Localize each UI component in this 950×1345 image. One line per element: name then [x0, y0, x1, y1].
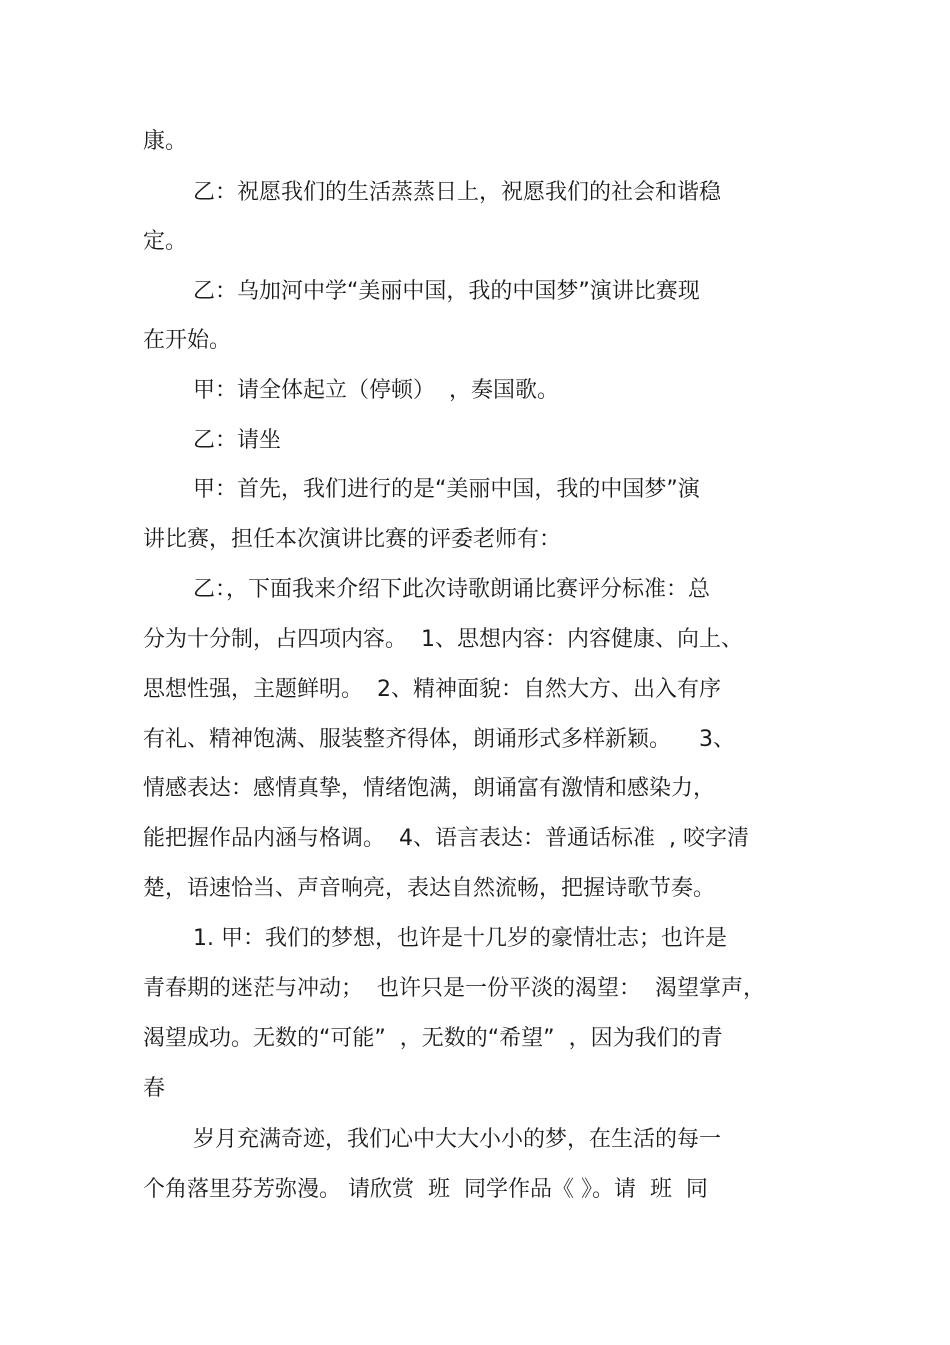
text-line: 青春期的迷茫与冲动； 也许只是一份平淡的渴望： 渴望掌声，: [143, 976, 765, 1001]
text-line: 甲：首先，我们进行的是“美丽中国，我的中国梦”演: [193, 477, 700, 502]
text-line: 有礼、精神饱满、服装整齐得体，朗诵形式多样新颖。 3、: [143, 727, 735, 752]
text-line: 分为十分制，占四项内容。 1、思想内容：内容健康、向上、: [143, 627, 743, 652]
text-line: 个角落里芬芳弥漫。 请欣赏 班 同学作品《 》。请 班 同: [143, 1177, 708, 1202]
text-line: 康。: [143, 129, 188, 154]
text-line: 定。: [143, 229, 188, 254]
text-line: 乙：乌加河中学“美丽中国，我的中国梦”演讲比赛现: [193, 279, 700, 304]
text-line: 能把握作品内涵与格调。 4、语言表达：普通话标准 , 咬字清: [143, 826, 749, 851]
text-line: 春: [143, 1076, 166, 1101]
text-line: 楚，语速恰当、声音响亮，表达自然流畅，把握诗歌节奏。: [143, 876, 716, 901]
text-line: 渴望成功。无数的“可能” ，无数的“希望” ，因为我们的青: [143, 1026, 723, 1051]
text-line: 思想性强，主题鲜明。 2、精神面貌：自然大方、出入有序: [143, 677, 721, 702]
text-line: 甲：请全体起立（停顿） ，奏国歌。: [193, 378, 559, 403]
text-line: 讲比赛，担任本次演讲比赛的评委老师有：: [143, 527, 562, 552]
text-line: 乙：，下面我来介绍下此次诗歌朗诵比赛评分标准：总: [193, 577, 711, 602]
text-line: 情感表达：感情真挚，情绪饱满，朗诵富有激情和感染力，: [143, 776, 716, 801]
text-line: 1. 甲：我们的梦想，也许是十几岁的豪情壮志；也许是: [193, 926, 727, 951]
text-line: 乙：祝愿我们的生活蒸蒸日上，祝愿我们的社会和谐稳: [193, 180, 722, 205]
text-line: 在开始。: [143, 328, 232, 353]
text-line: 乙：请坐: [193, 428, 282, 453]
text-line: 岁月充满奇迹，我们心中大大小小的梦，在生活的每一: [193, 1127, 722, 1152]
